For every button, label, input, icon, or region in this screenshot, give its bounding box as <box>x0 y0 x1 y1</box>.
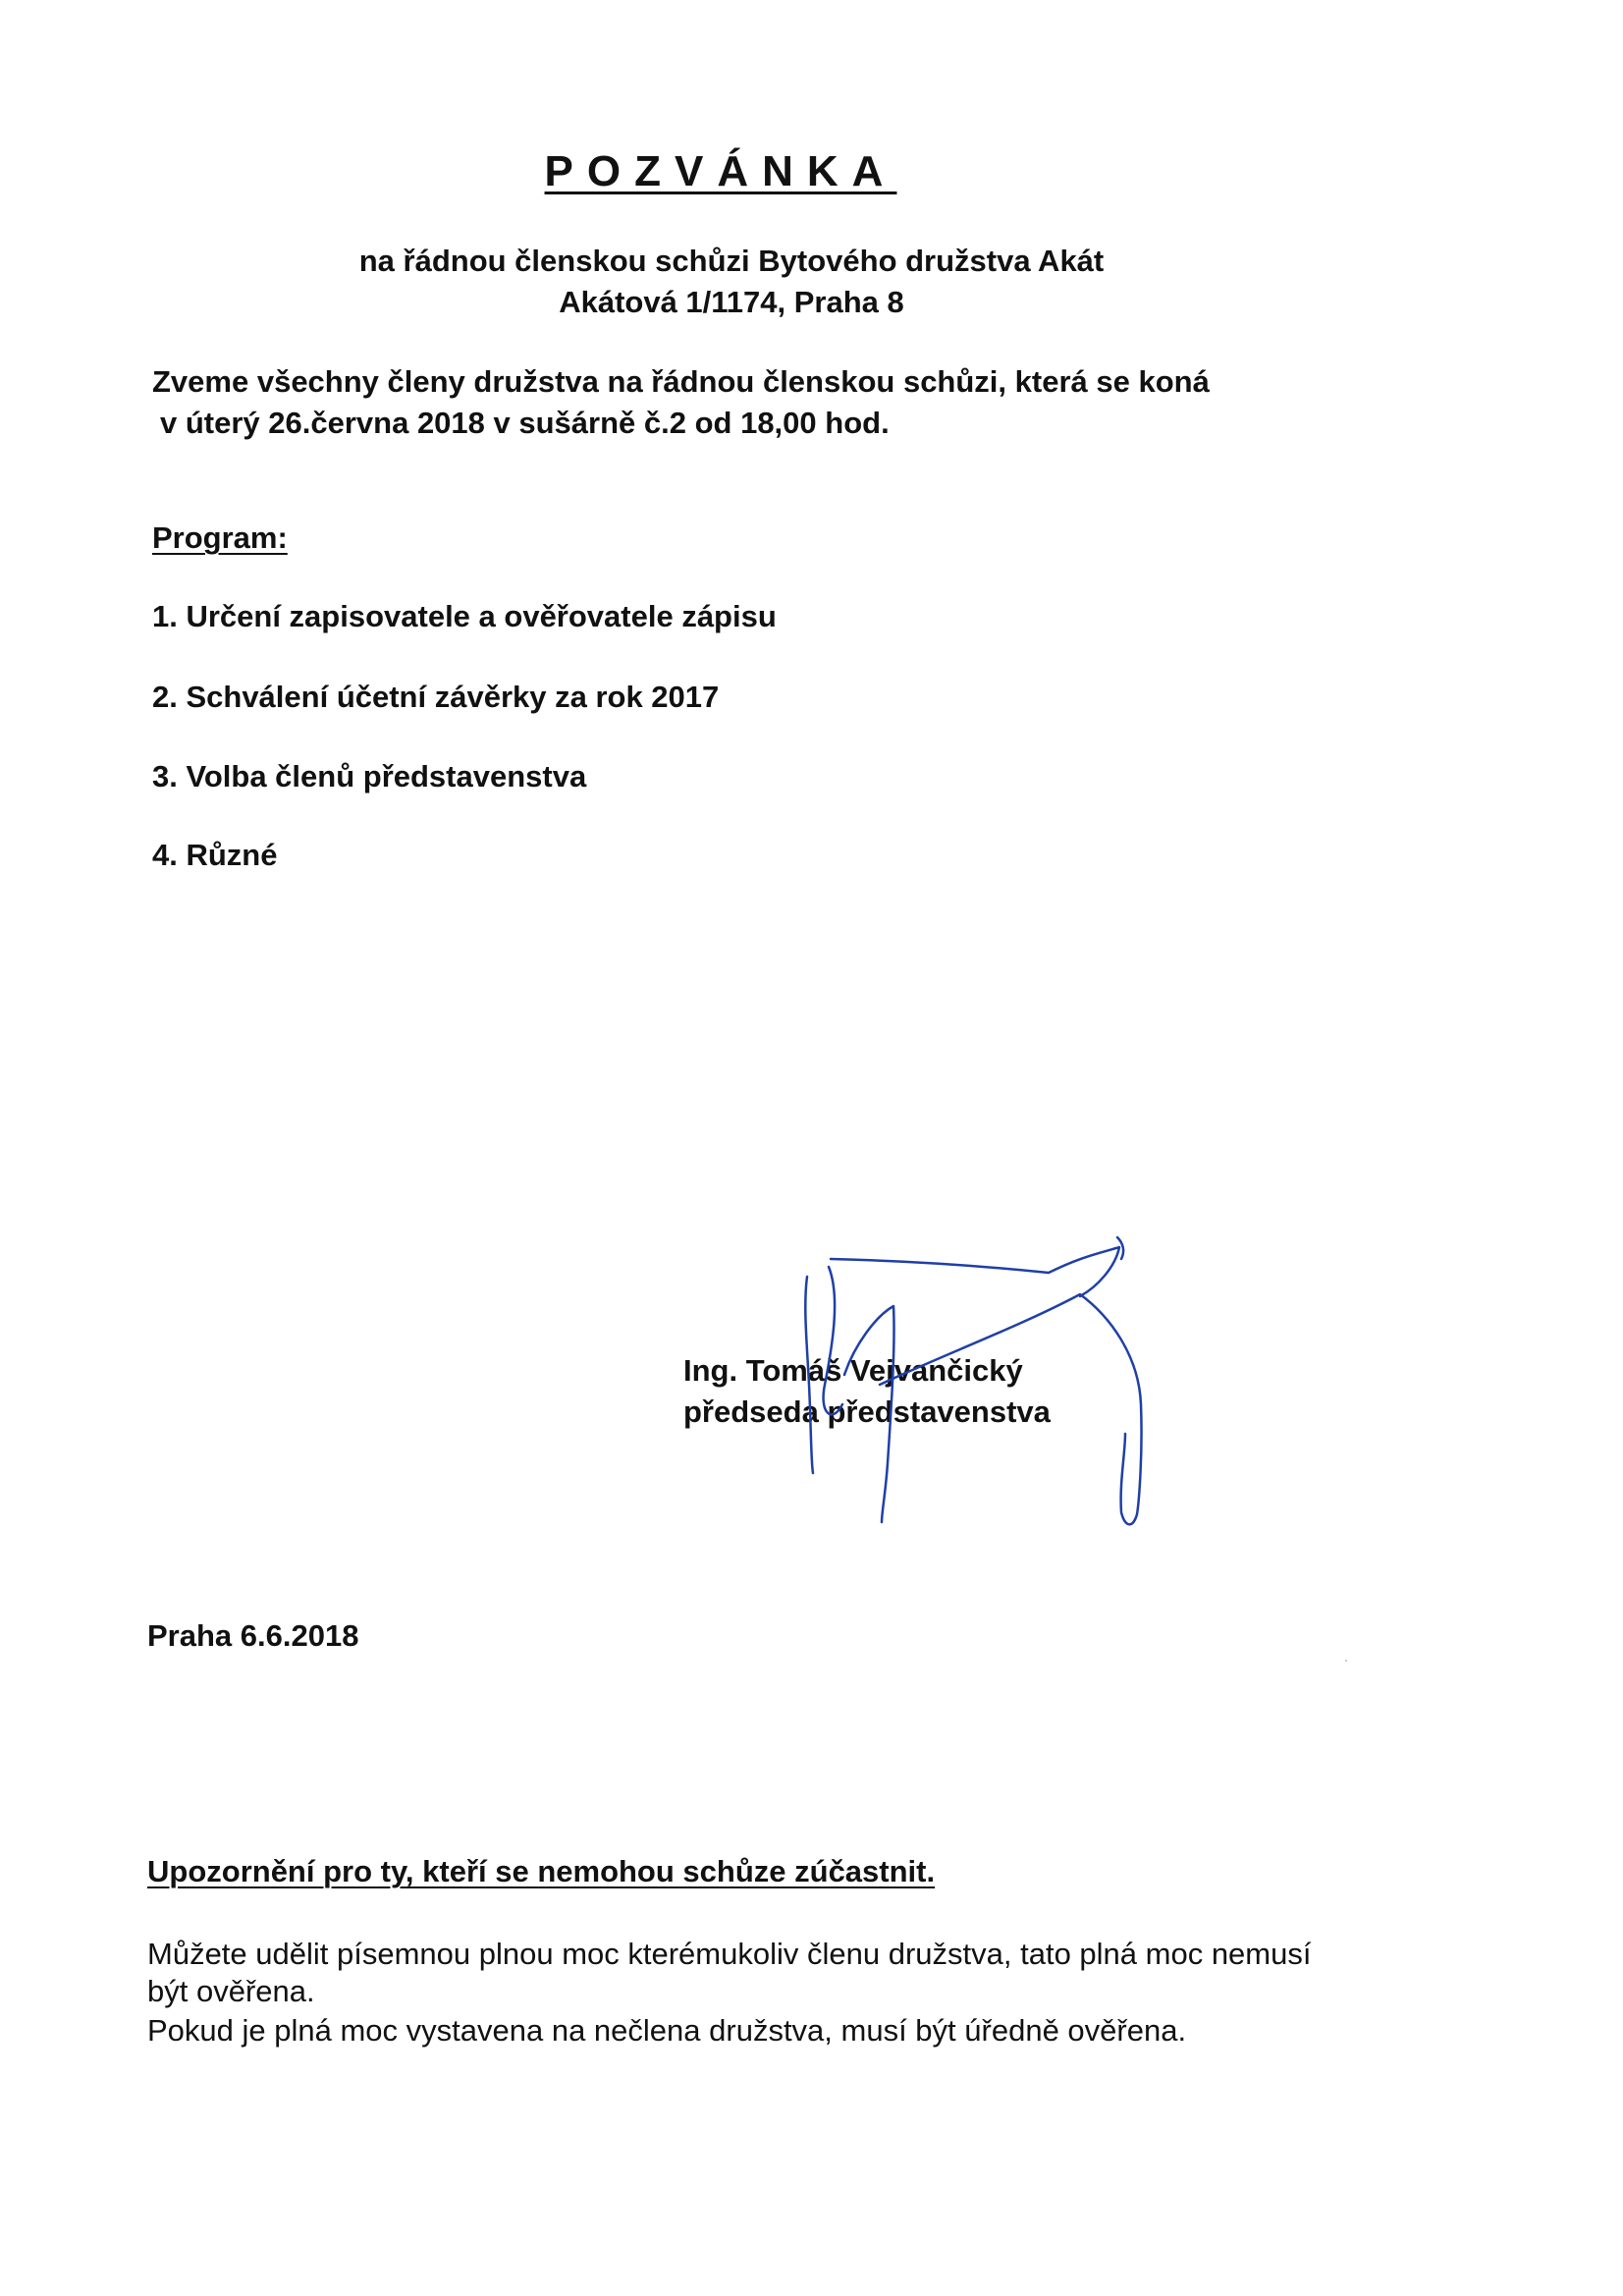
notice-line: Můžete udělit písemnou plnou moc kterémukoliv členu družstva, tato plná moc nemusí <box>147 1937 1312 1971</box>
agenda-item: 3. Volba členů představenstva <box>152 759 587 793</box>
signature-stroke <box>880 1294 1142 1524</box>
signature-stroke <box>844 1306 894 1522</box>
notice-heading: Upozornění pro ty, kteří se nemohou schůze zúčastnit. <box>147 1854 936 1888</box>
document-title: POZVÁNKA <box>544 147 897 195</box>
intro-line-1: Zveme všechny členy družstva na řádnou členskou schůzi, která se koná <box>152 364 1210 399</box>
agenda-item: 1. Určení zapisovatele a ověřovatele zápisu <box>152 599 777 633</box>
agenda-item: 4. Různé <box>152 838 278 872</box>
signature-stroke <box>824 1267 842 1414</box>
handwritten-signature <box>785 1237 1178 1532</box>
signature-stroke <box>831 1247 1119 1296</box>
notice-line: Pokud je plná moc vystavena na nečlena družstva, musí být úředně ověřena. <box>147 2013 1187 2048</box>
place-date: Praha 6.6.2018 <box>147 1618 359 1653</box>
subtitle-address: Akátová 1/1174, Praha 8 <box>559 285 904 319</box>
scan-speck <box>1345 1660 1347 1662</box>
intro-line-2: v úterý 26.června 2018 v sušárně č.2 od 18,00 hod. <box>160 406 890 440</box>
notice-line: být ověřena. <box>147 1974 315 2008</box>
program-heading: Program: <box>152 520 288 555</box>
agenda-item: 2. Schválení účetní závěrky za rok 2017 <box>152 680 720 714</box>
signatory-name: Ing. Tomáš Vejvančický <box>683 1353 1023 1388</box>
subtitle-meeting: na řádnou členskou schůzi Bytového družstva Akát <box>358 244 1105 278</box>
signature-stroke <box>805 1277 813 1473</box>
signatory-role: předseda představenstva <box>683 1394 1051 1429</box>
